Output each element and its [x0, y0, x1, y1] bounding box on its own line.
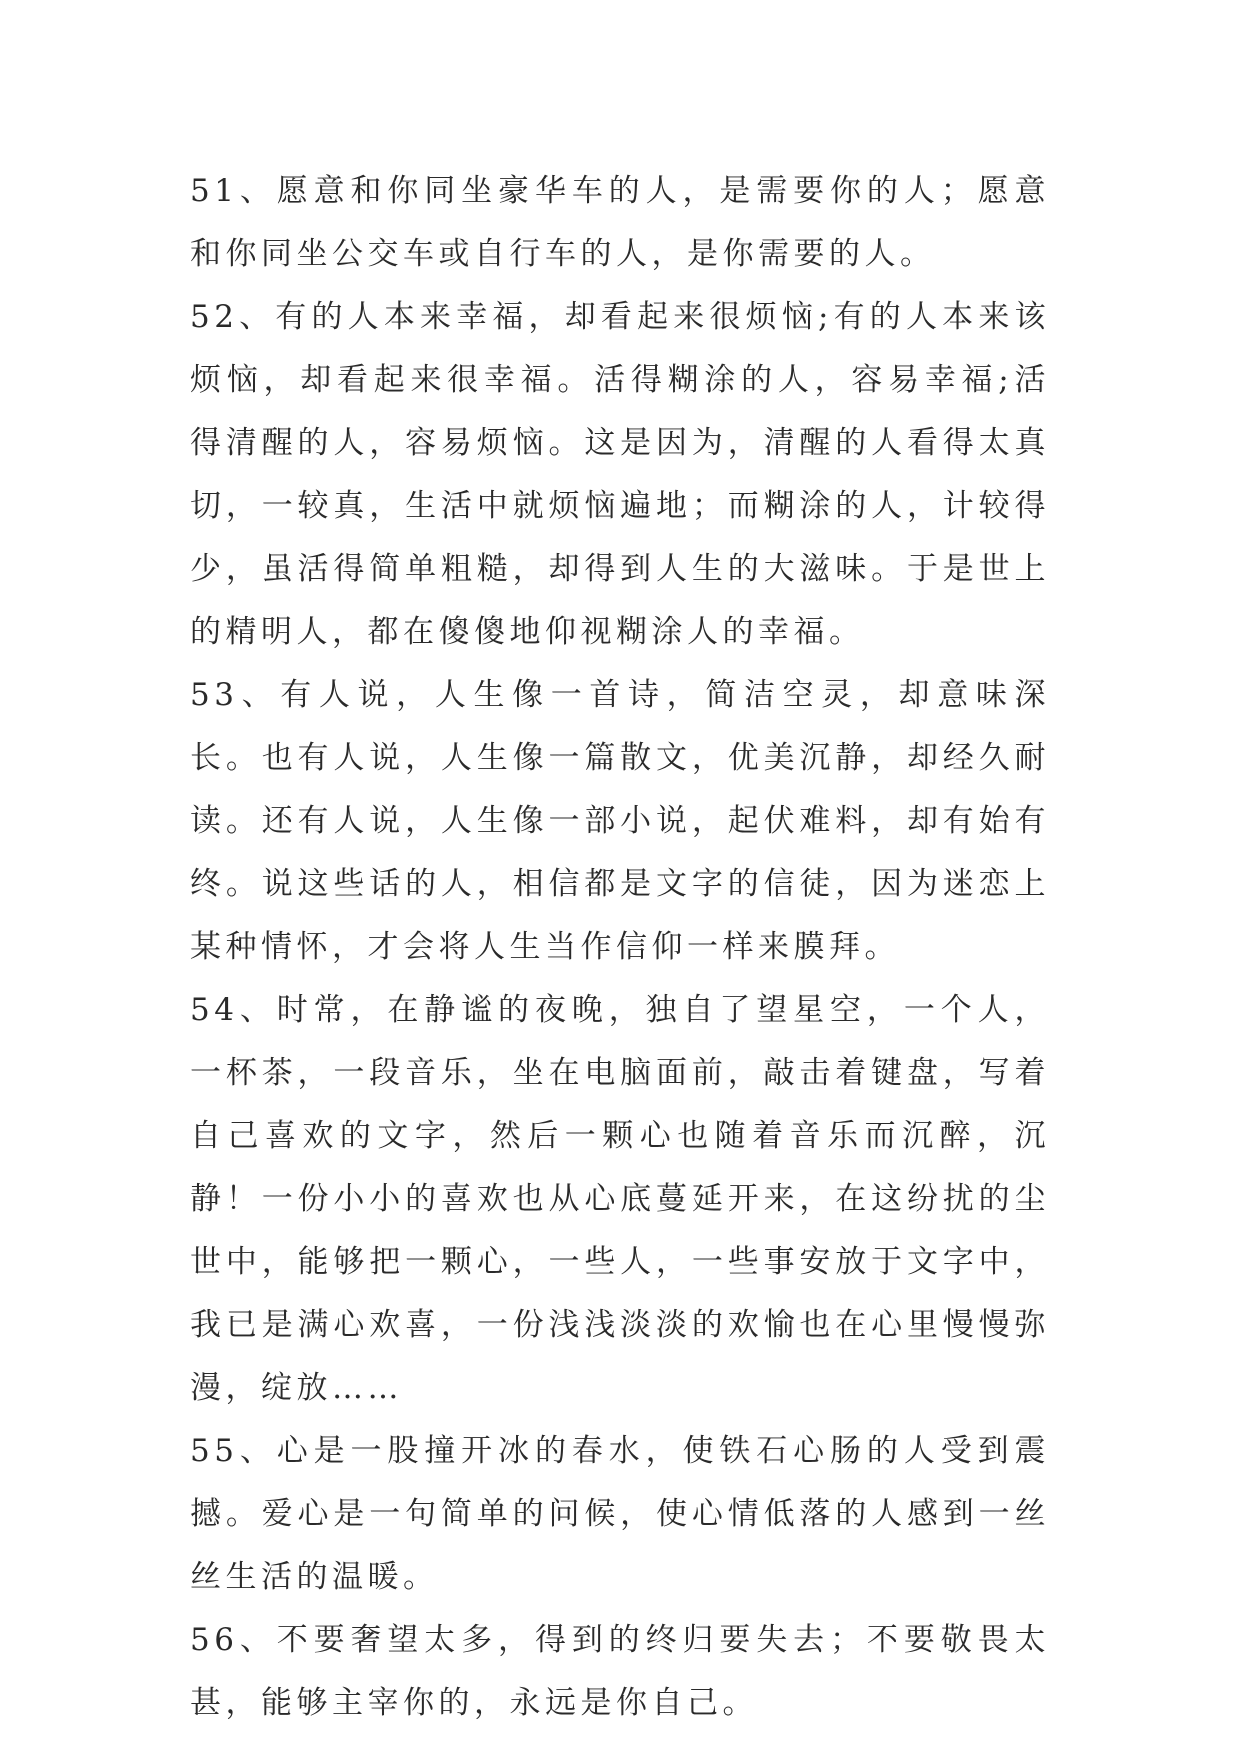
paragraph-55: 55、心是一股撞开冰的春水，使铁石心肠的人受到震撼。爱心是一句简单的问候，使心情低落的人感到一丝丝生活的温暖。 — [190, 1433, 1050, 1595]
paragraph-53: 53、有人说，人生像一首诗，简洁空灵，却意味深长。也有人说，人生像一篇散文，优美沉静，却经久耐读。还有人说，人生像一部小说，起伏难料，却有始有终。说这些话的人，相信都是文字的信徒，因为迷恋上某种情怀，才会将人生当作信仰一样来膜拜。 — [190, 677, 1050, 965]
paragraph-54: 54、时常，在静谧的夜晚，独自了望星空，一个人，一杯茶，一段音乐，坐在电脑面前，敲击着键盘，写着自己喜欢的文字，然后一颗心也随着音乐而沉醉，沉静！一份小小的喜欢也从心底蔓延开来，在这纷扰的尘世中，能够把一颗心，一些人，一些事安放于文字中，我已是满心欢喜，一份浅浅淡淡的欢愉也在心里慢慢弥漫，绽放…… — [190, 992, 1050, 1406]
document-body — [190, 160, 1050, 1735]
paragraph-51: 51、愿意和你同坐豪华车的人，是需要你的人；愿意和你同坐公交车或自行车的人，是你需要的人。 — [190, 173, 1050, 272]
paragraph-56: 56、不要奢望太多，得到的终归要失去；不要敬畏太甚，能够主宰你的，永远是你自己。 — [190, 1622, 1050, 1721]
paragraph-52: 52、有的人本来幸福，却看起来很烦恼;有的人本来该烦恼，却看起来很幸福。活得糊涂的人，容易幸福;活得清醒的人，容易烦恼。这是因为，清醒的人看得太真切，一较真，生活中就烦恼遍地；而糊涂的人，计较得少，虽活得简单粗糙，却得到人生的大滋味。于是世上的精明人，都在傻傻地仰视糊涂人的幸福。 — [190, 299, 1050, 650]
